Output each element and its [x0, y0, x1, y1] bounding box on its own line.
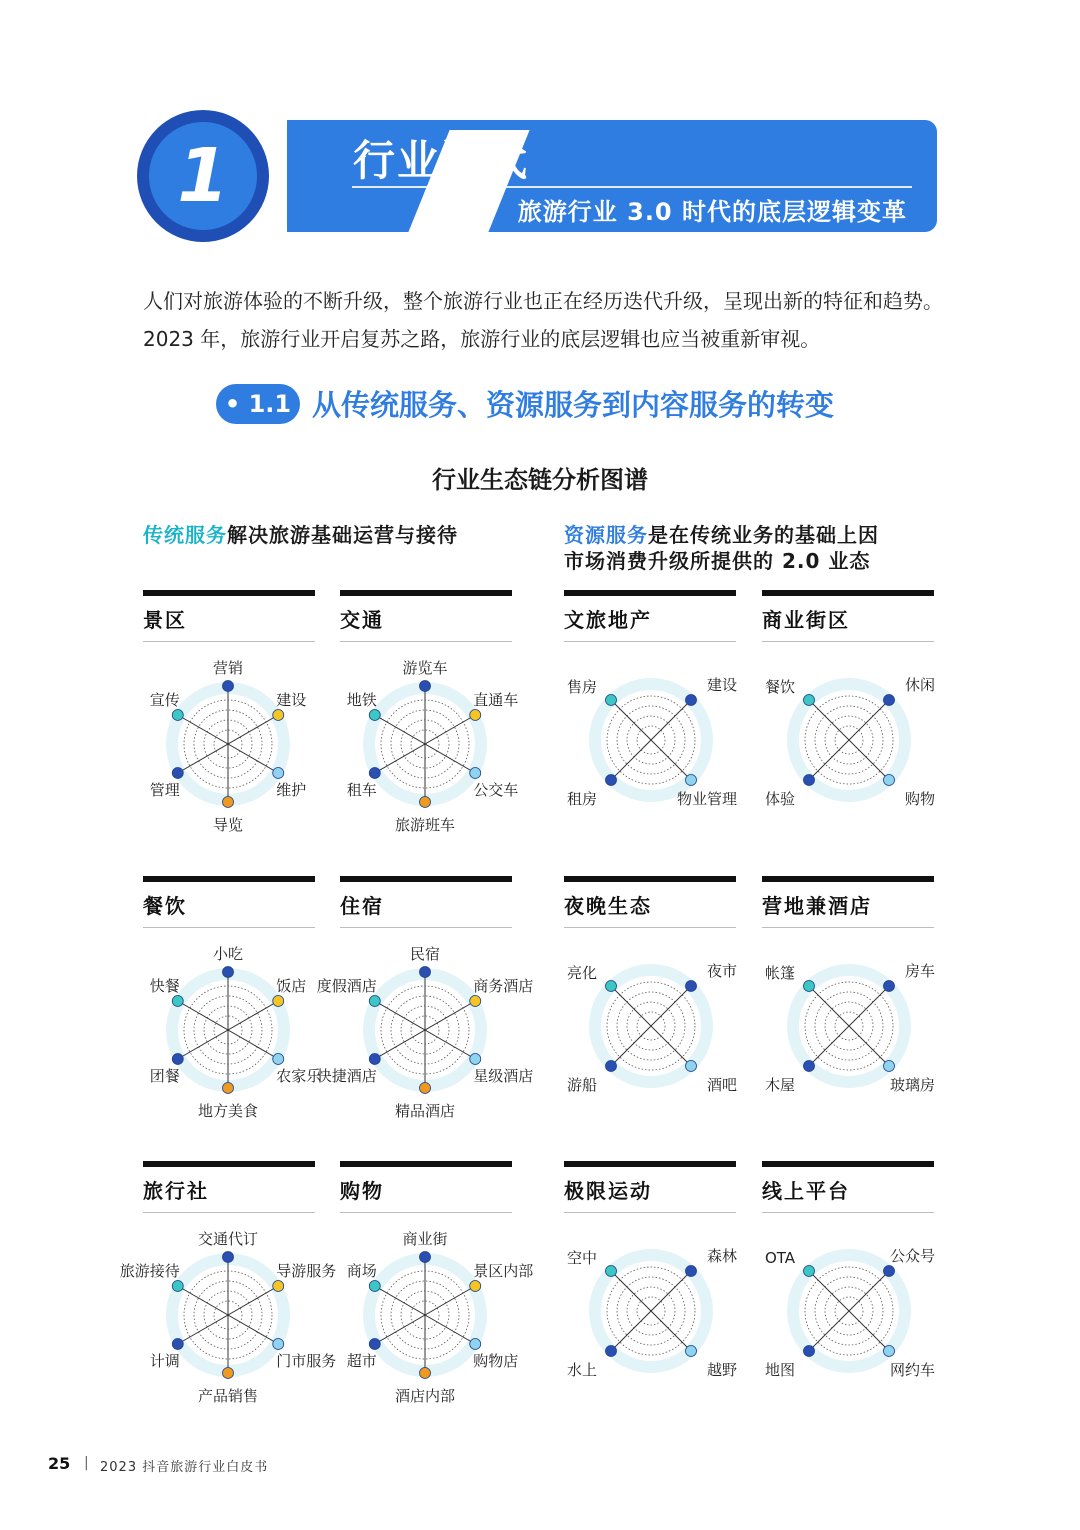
radar-node-label: 游船 [567, 1076, 598, 1094]
radar-node [470, 1281, 481, 1292]
radar-node [273, 1339, 284, 1350]
radar-node [606, 1266, 617, 1277]
radar-node-label: 超市 [346, 1352, 377, 1370]
radar-node-label: 小吃 [212, 945, 244, 963]
radar-node [884, 775, 895, 786]
radar-node-label: 售房 [567, 678, 598, 696]
radar-node-label: 维护 [276, 781, 307, 799]
radar-node [369, 1054, 380, 1065]
radar-node [686, 1346, 697, 1357]
cell-title: 商业街区 [762, 608, 850, 632]
radar-node [420, 1368, 431, 1379]
cell-top-bar [143, 876, 315, 882]
radar-node-label: 计调 [149, 1352, 180, 1370]
radar-node [804, 1061, 815, 1072]
cell-title: 购物 [340, 1179, 384, 1203]
banner-divider [352, 186, 912, 188]
radar-node-label: 餐饮 [765, 678, 796, 696]
radar-node [884, 1346, 895, 1357]
radar-node [223, 797, 234, 808]
chapter-number: 1 [177, 133, 229, 219]
radar-node [172, 710, 183, 721]
radar-node [172, 1054, 183, 1065]
radar-node [686, 981, 697, 992]
radar-node-label: 度假酒店 [316, 977, 377, 995]
radar-node [470, 1054, 481, 1065]
radar-node-label: 精品酒店 [394, 1102, 456, 1120]
radar-node-label: 体验 [765, 790, 796, 808]
radar-node-label: 门市服务 [276, 1352, 337, 1370]
cell-title: 住宿 [340, 894, 384, 918]
radar-node-label: 饭店 [276, 977, 307, 995]
footer-separator: | [84, 1455, 89, 1471]
radar-node [273, 996, 284, 1007]
cell-top-bar [564, 876, 736, 882]
radar-node [172, 1339, 183, 1350]
cell-title: 线上平台 [762, 1179, 850, 1203]
caption-resource-text-2: 市场消费升级所提供的 2.0 业态 [564, 549, 871, 573]
radar-node-label: 地图 [765, 1361, 796, 1379]
radar-node-label: 亮化 [567, 964, 598, 982]
radar-node-label: 直通车 [473, 691, 519, 709]
cell-top-bar [143, 590, 315, 596]
chapter-banner [137, 110, 937, 242]
radar-node [273, 1054, 284, 1065]
cell-title: 极限运动 [564, 1179, 652, 1203]
radar-node-label: 团餐 [149, 1067, 180, 1085]
radar-node [686, 695, 697, 706]
radar-node [804, 1266, 815, 1277]
radar-node-label: 产品销售 [197, 1387, 259, 1405]
radar-node-label: 水上 [567, 1361, 598, 1379]
caption-resource-highlight: 资源服务 [564, 523, 648, 547]
radar-node-label: 农家乐 [276, 1067, 322, 1085]
radar-node [369, 768, 380, 779]
radar-node [804, 775, 815, 786]
radar-node [884, 695, 895, 706]
radar-node-label: 休闲 [904, 676, 935, 694]
radar-node-label: 购物店 [473, 1352, 519, 1370]
radar-node-label: 导游服务 [276, 1262, 337, 1280]
radar-diagram [541, 1201, 761, 1421]
radar-diagram [541, 916, 761, 1136]
page-number: 25 [48, 1454, 71, 1473]
radar-node [606, 775, 617, 786]
radar-node-label: 景区内部 [473, 1262, 534, 1280]
radar-node-label: 房车 [904, 962, 935, 980]
radar-node-label: OTA [765, 1249, 796, 1267]
radar-node [369, 1339, 380, 1350]
radar-node-label: 玻璃房 [889, 1076, 935, 1094]
radar-node-label: 游览车 [402, 659, 448, 677]
radar-node-label: 星级酒店 [473, 1067, 534, 1085]
radar-node-label: 快捷酒店 [316, 1067, 377, 1085]
cell-top-bar [340, 876, 512, 882]
footer-text: 2023 抖音旅游行业白皮书 [100, 1460, 269, 1475]
radar-node [172, 1281, 183, 1292]
radar-node-label: 建设 [706, 676, 737, 694]
cell-title: 旅行社 [143, 1179, 209, 1203]
radar-diagram [315, 920, 535, 1140]
radar-node-label: 导览 [212, 816, 244, 834]
radar-node-label: 商务酒店 [473, 977, 534, 995]
radar-node [686, 1061, 697, 1072]
caption-resource-text-1: 是在传统业务的基础上因 [648, 523, 879, 547]
radar-node-label: 木屋 [765, 1076, 796, 1094]
radar-node [420, 681, 431, 692]
radar-node [470, 1339, 481, 1350]
caption-traditional-text: 解决旅游基础运营与接待 [227, 523, 458, 547]
radar-node [223, 967, 234, 978]
radar-node [369, 996, 380, 1007]
radar-node-label: 租房 [567, 790, 598, 808]
radar-node-label: 快餐 [149, 977, 180, 995]
cell-top-bar [762, 876, 934, 882]
radar-node-label: 公交车 [473, 781, 519, 799]
radar-node-label: 管理 [149, 781, 180, 799]
radar-node-label: 旅游班车 [394, 816, 456, 834]
caption-traditional [143, 522, 458, 548]
radar-node-label: 商业街 [402, 1230, 448, 1248]
cell-top-bar [340, 1161, 512, 1167]
radar-node-label: 酒店内部 [394, 1387, 456, 1405]
cell-title: 景区 [143, 608, 187, 632]
radar-diagram [739, 916, 959, 1136]
radar-node [884, 981, 895, 992]
radar-node-label: 商场 [346, 1262, 377, 1280]
radar-node [420, 967, 431, 978]
cell-top-bar [762, 590, 934, 596]
radar-node-label: 地铁 [346, 691, 377, 709]
radar-node-label: 宣传 [149, 691, 180, 709]
radar-node-label: 帐篷 [765, 964, 796, 982]
radar-node-label: 酒吧 [706, 1076, 737, 1094]
radar-diagram [739, 1201, 959, 1421]
cell-title: 营地兼酒店 [762, 894, 872, 918]
radar-node [606, 1346, 617, 1357]
radar-node-label: 森林 [706, 1247, 737, 1265]
radar-node-label: 购物 [904, 790, 935, 808]
cell-top-bar [340, 590, 512, 596]
radar-node [884, 1061, 895, 1072]
cell-title: 夜晚生态 [564, 894, 652, 918]
cell-title: 餐饮 [143, 894, 187, 918]
radar-node-label: 物业管理 [676, 790, 737, 808]
radar-node [470, 996, 481, 1007]
chapter-subtitle: 旅游行业 3.0 时代的底层逻辑变革 [517, 198, 907, 226]
radar-node [273, 1281, 284, 1292]
radar-node [223, 1252, 234, 1263]
chapter-title: 行业迭代 [353, 136, 530, 185]
radar-node-label: 交通代订 [197, 1230, 259, 1248]
radar-diagram [315, 634, 535, 854]
radar-node [420, 1252, 431, 1263]
radar-node [804, 981, 815, 992]
radar-node-label: 民宿 [409, 945, 441, 963]
cell-top-bar [762, 1161, 934, 1167]
cell-top-bar [143, 1161, 315, 1167]
caption-traditional-highlight: 传统服务 [143, 523, 227, 547]
radar-node [606, 981, 617, 992]
radar-node-label: 网约车 [889, 1361, 935, 1379]
radar-node [369, 1281, 380, 1292]
radar-node [470, 710, 481, 721]
radar-node [273, 768, 284, 779]
radar-diagram [541, 630, 761, 850]
radar-node-label: 公众号 [889, 1247, 935, 1265]
chart-title: 行业生态链分析图谱 [432, 466, 648, 494]
radar-node [223, 681, 234, 692]
radar-diagram [739, 630, 959, 850]
radar-node [273, 710, 284, 721]
radar-node [804, 1346, 815, 1357]
cell-title: 文旅地产 [564, 608, 652, 632]
radar-node [369, 710, 380, 721]
radar-node [223, 1083, 234, 1094]
radar-diagram [118, 920, 338, 1140]
cell-top-bar [564, 1161, 736, 1167]
radar-node [470, 768, 481, 779]
radar-node-label: 越野 [706, 1361, 737, 1379]
radar-diagram [118, 1205, 338, 1425]
radar-diagram [118, 634, 338, 854]
radar-node-label: 营销 [212, 659, 244, 677]
radar-node [420, 797, 431, 808]
radar-node [606, 1061, 617, 1072]
radar-node [686, 775, 697, 786]
radar-node-label: 建设 [276, 691, 307, 709]
radar-node-label: 空中 [567, 1249, 598, 1267]
radar-node [804, 695, 815, 706]
radar-node [420, 1083, 431, 1094]
radar-node-label: 地方美食 [197, 1102, 259, 1120]
radar-node-label: 租车 [346, 781, 377, 799]
radar-node [884, 1266, 895, 1277]
radar-node-label: 旅游接待 [119, 1262, 180, 1280]
radar-diagram [315, 1205, 535, 1425]
radar-node [223, 1368, 234, 1379]
radar-node-label: 夜市 [706, 962, 737, 980]
cell-title: 交通 [340, 608, 384, 632]
radar-node [606, 695, 617, 706]
radar-node [172, 996, 183, 1007]
section-number-pill: • 1.1 [216, 384, 300, 424]
radar-node [686, 1266, 697, 1277]
intro-paragraph: 人们对旅游体验的不断升级，整个旅游行业也正在经历迭代升级，呈现出新的特征和趋势。2023 年，旅游行业开启复苏之路，旅游行业的底层逻辑也应当被重新审视。 [143, 289, 943, 351]
caption-resource [564, 522, 879, 574]
radar-node [172, 768, 183, 779]
cell-top-bar [564, 590, 736, 596]
section-title: 从传统服务、资源服务到内容服务的转变 [312, 388, 835, 422]
